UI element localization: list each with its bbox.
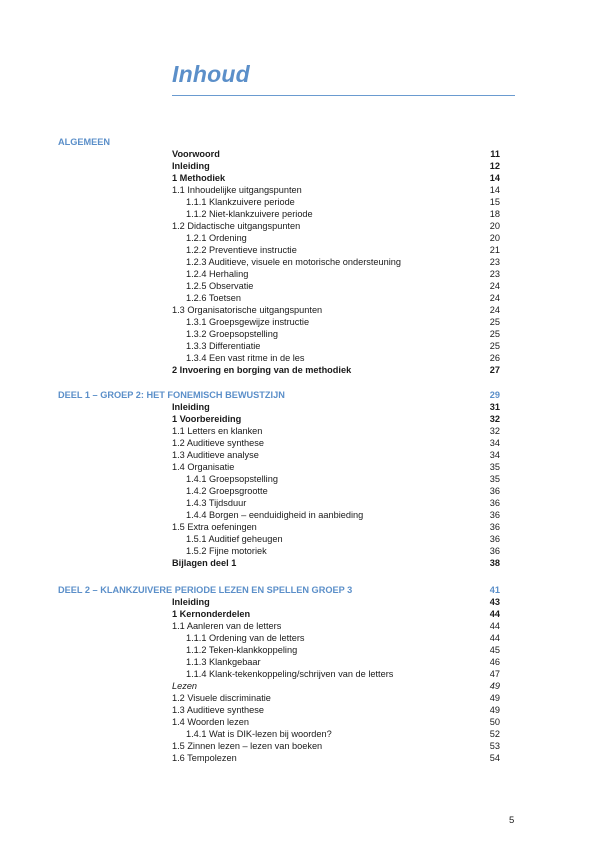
toc-entry[interactable]: [172, 437, 500, 449]
toc-entry[interactable]: [172, 184, 500, 196]
toc-entry-page: 23: [489, 269, 500, 279]
title-divider: [172, 95, 515, 96]
toc-entry-page: 25: [489, 341, 500, 351]
toc-entry[interactable]: [172, 668, 500, 680]
toc-entry-page: 20: [489, 233, 500, 243]
toc-entry-label: 1.2 Didactische uitgangspunten: [172, 221, 301, 231]
toc-entry[interactable]: [172, 716, 500, 728]
toc-entry-label: 1.6 Tempolezen: [172, 753, 237, 763]
toc-entry-page: 53: [489, 741, 500, 751]
toc-entry[interactable]: [172, 608, 500, 620]
toc-entry-page: 34: [489, 450, 500, 460]
toc-section-heading-label: ALGEMEEN: [58, 137, 111, 147]
toc-entry-page: 32: [489, 426, 500, 436]
toc-entry-label: 1.4 Woorden lezen: [172, 717, 249, 727]
toc-entry-label: 1.2.2 Preventieve instructie: [186, 245, 297, 255]
toc-entry[interactable]: [172, 533, 500, 545]
toc-entry-label: 1.5.2 Fijne motoriek: [186, 546, 267, 556]
toc-entry-label: 1.1 Aanleren van de letters: [172, 621, 282, 631]
toc-entry[interactable]: [172, 461, 500, 473]
toc-entry-page: 46: [489, 657, 500, 667]
toc-entry[interactable]: [172, 364, 500, 376]
toc-entry[interactable]: [172, 704, 500, 716]
toc-entry[interactable]: [172, 473, 500, 485]
toc-entry-page: 36: [489, 522, 500, 532]
toc-entry-page: 36: [489, 510, 500, 520]
toc-entry-page: 38: [489, 558, 500, 568]
toc-entry-page: 44: [489, 609, 500, 619]
toc-entry-label: 1.3 Auditieve analyse: [172, 450, 259, 460]
toc-entry-label: 1 Voorbereiding: [172, 414, 242, 424]
toc-entry[interactable]: [172, 545, 500, 557]
toc-entry-label: 1.4.2 Groepsgrootte: [186, 486, 268, 496]
toc-entry[interactable]: [172, 521, 500, 533]
toc-entry[interactable]: [172, 256, 500, 268]
toc-entry-label: 1.1.4 Klank-tekenkoppeling/schrijven van de letters: [186, 669, 394, 679]
toc-entry-page: 35: [489, 462, 500, 472]
toc-entry-label: Voorwoord: [172, 149, 220, 159]
toc-section-heading[interactable]: [58, 136, 500, 148]
page-title: Inhoud: [172, 61, 250, 87]
toc-entry-label: 1.2.4 Herhaling: [186, 269, 249, 279]
toc-entry[interactable]: [172, 196, 500, 208]
toc-entry-label: 1.4.1 Wat is DIK-lezen bij woorden?: [186, 729, 332, 739]
toc-entry[interactable]: [172, 304, 500, 316]
toc-entry-label: 1.1.3 Klankgebaar: [186, 657, 261, 667]
toc-entry-page: 44: [489, 633, 500, 643]
toc-entry-page: 36: [489, 498, 500, 508]
page-number: 5: [509, 815, 515, 826]
toc-entry-page: 36: [489, 546, 500, 556]
toc-entry-label: 1.4.4 Borgen – eenduidigheid in aanbieding: [186, 510, 364, 520]
toc-section-heading-label: DEEL 1 – GROEP 2: HET FONEMISCH BEWUSTZIJN: [58, 390, 285, 400]
toc-entry[interactable]: [172, 292, 500, 304]
toc-entry-label: 1.2.3 Auditieve, visuele en motorische ondersteuning: [186, 257, 402, 267]
toc-entry-page: 20: [489, 221, 500, 231]
toc-entry-label: 1.2 Visuele discriminatie: [172, 693, 271, 703]
toc-entry-page: 31: [489, 402, 500, 412]
toc-entry[interactable]: [172, 268, 500, 280]
toc-entry-label: 1.3 Auditieve synthese: [172, 705, 264, 715]
toc-entry-page: 24: [489, 293, 500, 303]
toc-entry-page: 36: [489, 486, 500, 496]
toc-entry[interactable]: [172, 244, 500, 256]
toc-entry-page: 47: [489, 669, 500, 679]
toc-entry-label: Lezen: [172, 681, 198, 691]
toc-entry-page: 11: [490, 149, 500, 159]
toc-entry-label: Bijlagen deel 1: [172, 558, 237, 568]
toc-section-heading[interactable]: [58, 584, 500, 596]
toc-entry[interactable]: [172, 413, 500, 425]
toc-entry-page: 52: [489, 729, 500, 739]
toc-entry[interactable]: [172, 280, 500, 292]
toc-entry-label: 1.4 Organisatie: [172, 462, 235, 472]
toc-entry-page: 25: [489, 329, 500, 339]
toc-entry-label: 2 Invoering en borging van de methodiek: [172, 365, 352, 375]
toc-entry-label: Inleiding: [172, 161, 210, 171]
toc-entry-label: 1.5 Zinnen lezen – lezen van boeken: [172, 741, 323, 751]
toc-entry[interactable]: [172, 632, 500, 644]
toc-entry-label: 1.3.2 Groepsopstelling: [186, 329, 278, 339]
toc-entry[interactable]: [172, 740, 500, 752]
toc-entry-label: 1.2.6 Toetsen: [186, 293, 241, 303]
toc-entry-page: 24: [489, 305, 500, 315]
toc-entry-label: 1.5.1 Auditief geheugen: [186, 534, 283, 544]
toc-entry-page: 27: [489, 365, 500, 375]
toc-entry[interactable]: [172, 172, 500, 184]
toc-entry[interactable]: [172, 692, 500, 704]
toc-entry-page: 12: [489, 161, 500, 171]
toc-entry[interactable]: [172, 596, 500, 608]
toc-entry[interactable]: [172, 340, 500, 352]
toc-entry-page: 23: [489, 257, 500, 267]
toc-section-heading-label: DEEL 2 – KLANKZUIVERE PERIODE LEZEN EN SPELLEN GROEP 3: [58, 585, 353, 595]
toc-entry[interactable]: [172, 352, 500, 364]
toc-entry[interactable]: [172, 497, 500, 509]
toc-entry-label: 1.3.3 Differentiatie: [186, 341, 261, 351]
toc-entry[interactable]: [172, 425, 500, 437]
toc-entry-label: 1.3 Organisatorische uitgangspunten: [172, 305, 323, 315]
toc-entry-label: 1.4.1 Groepsopstelling: [186, 474, 278, 484]
toc-entry[interactable]: [172, 620, 500, 632]
toc-section-heading[interactable]: [58, 389, 500, 401]
toc-entry-page: 36: [489, 534, 500, 544]
toc-entry-label: Inleiding: [172, 402, 210, 412]
toc-entry[interactable]: [172, 485, 500, 497]
toc-entry[interactable]: [172, 449, 500, 461]
toc-entry[interactable]: [172, 401, 500, 413]
toc-entry-label: 1.5 Extra oefeningen: [172, 522, 257, 532]
toc-entry[interactable]: [172, 656, 500, 668]
toc-entry-label: 1 Kernonderdelen: [172, 609, 251, 619]
toc-entry-page: 49: [489, 693, 500, 703]
toc-entry-label: 1.3.4 Een vast ritme in de les: [186, 353, 305, 363]
toc-entry[interactable]: [172, 728, 500, 740]
toc-entry[interactable]: [172, 220, 500, 232]
toc-entry-label: 1.1.2 Niet-klankzuivere periode: [186, 209, 313, 219]
toc-entry[interactable]: [172, 160, 500, 172]
toc-entry-label: 1.2.1 Ordening: [186, 233, 247, 243]
toc-entry-page: 15: [489, 197, 500, 207]
toc-entry-label: 1.2.5 Observatie: [186, 281, 254, 291]
toc-entry-page: 44: [489, 621, 500, 631]
toc-entry[interactable]: [172, 557, 500, 569]
toc-entry-label: 1.1.1 Ordening van de letters: [186, 633, 305, 643]
toc-entry-label: Inleiding: [172, 597, 210, 607]
toc-entry-label: 1.4.3 Tijdsduur: [186, 498, 247, 508]
toc-entry-page: 32: [489, 414, 500, 424]
toc-entry-label: 1.3.1 Groepsgewijze instructie: [186, 317, 310, 327]
toc-entry-page: 24: [489, 281, 500, 291]
toc-entry[interactable]: [172, 680, 500, 692]
toc-entry[interactable]: [172, 752, 500, 764]
toc-entry-page: 35: [489, 474, 500, 484]
toc-entry-page: 14: [489, 185, 500, 195]
toc-entry-page: 49: [489, 681, 500, 691]
toc-entry-label: 1.2 Auditieve synthese: [172, 438, 264, 448]
toc-section-heading-page: 29: [489, 390, 500, 400]
toc-section-heading-page: 41: [489, 585, 500, 595]
toc-entry-page: 45: [489, 645, 500, 655]
toc-entry-label: 1.1 Inhoudelijke uitgangspunten: [172, 185, 302, 195]
toc-entry-label: 1.1.2 Teken-klankkoppeling: [186, 645, 298, 655]
toc-entry-page: 14: [489, 173, 500, 183]
toc-entry-page: 18: [489, 209, 500, 219]
toc-entry[interactable]: [172, 232, 500, 244]
toc-entry[interactable]: [172, 208, 500, 220]
toc-entry-page: 25: [489, 317, 500, 327]
toc-entry[interactable]: [172, 328, 500, 340]
toc-entry-label: 1.1 Letters en klanken: [172, 426, 263, 436]
toc-entry-page: 43: [489, 597, 500, 607]
toc-entry-page: 34: [489, 438, 500, 448]
toc-entry-label: 1 Methodiek: [172, 173, 226, 183]
toc-entry[interactable]: [172, 644, 500, 656]
toc-entry[interactable]: [172, 316, 500, 328]
toc-entry-page: 21: [489, 245, 500, 255]
toc-entry[interactable]: [172, 509, 500, 521]
toc-entry-page: 54: [489, 753, 500, 763]
toc-entry-label: 1.1.1 Klankzuivere periode: [186, 197, 295, 207]
toc-entry-page: 26: [489, 353, 500, 363]
toc-entry-page: 50: [489, 717, 500, 727]
toc-entry[interactable]: [172, 148, 500, 160]
toc-entry-page: 49: [489, 705, 500, 715]
